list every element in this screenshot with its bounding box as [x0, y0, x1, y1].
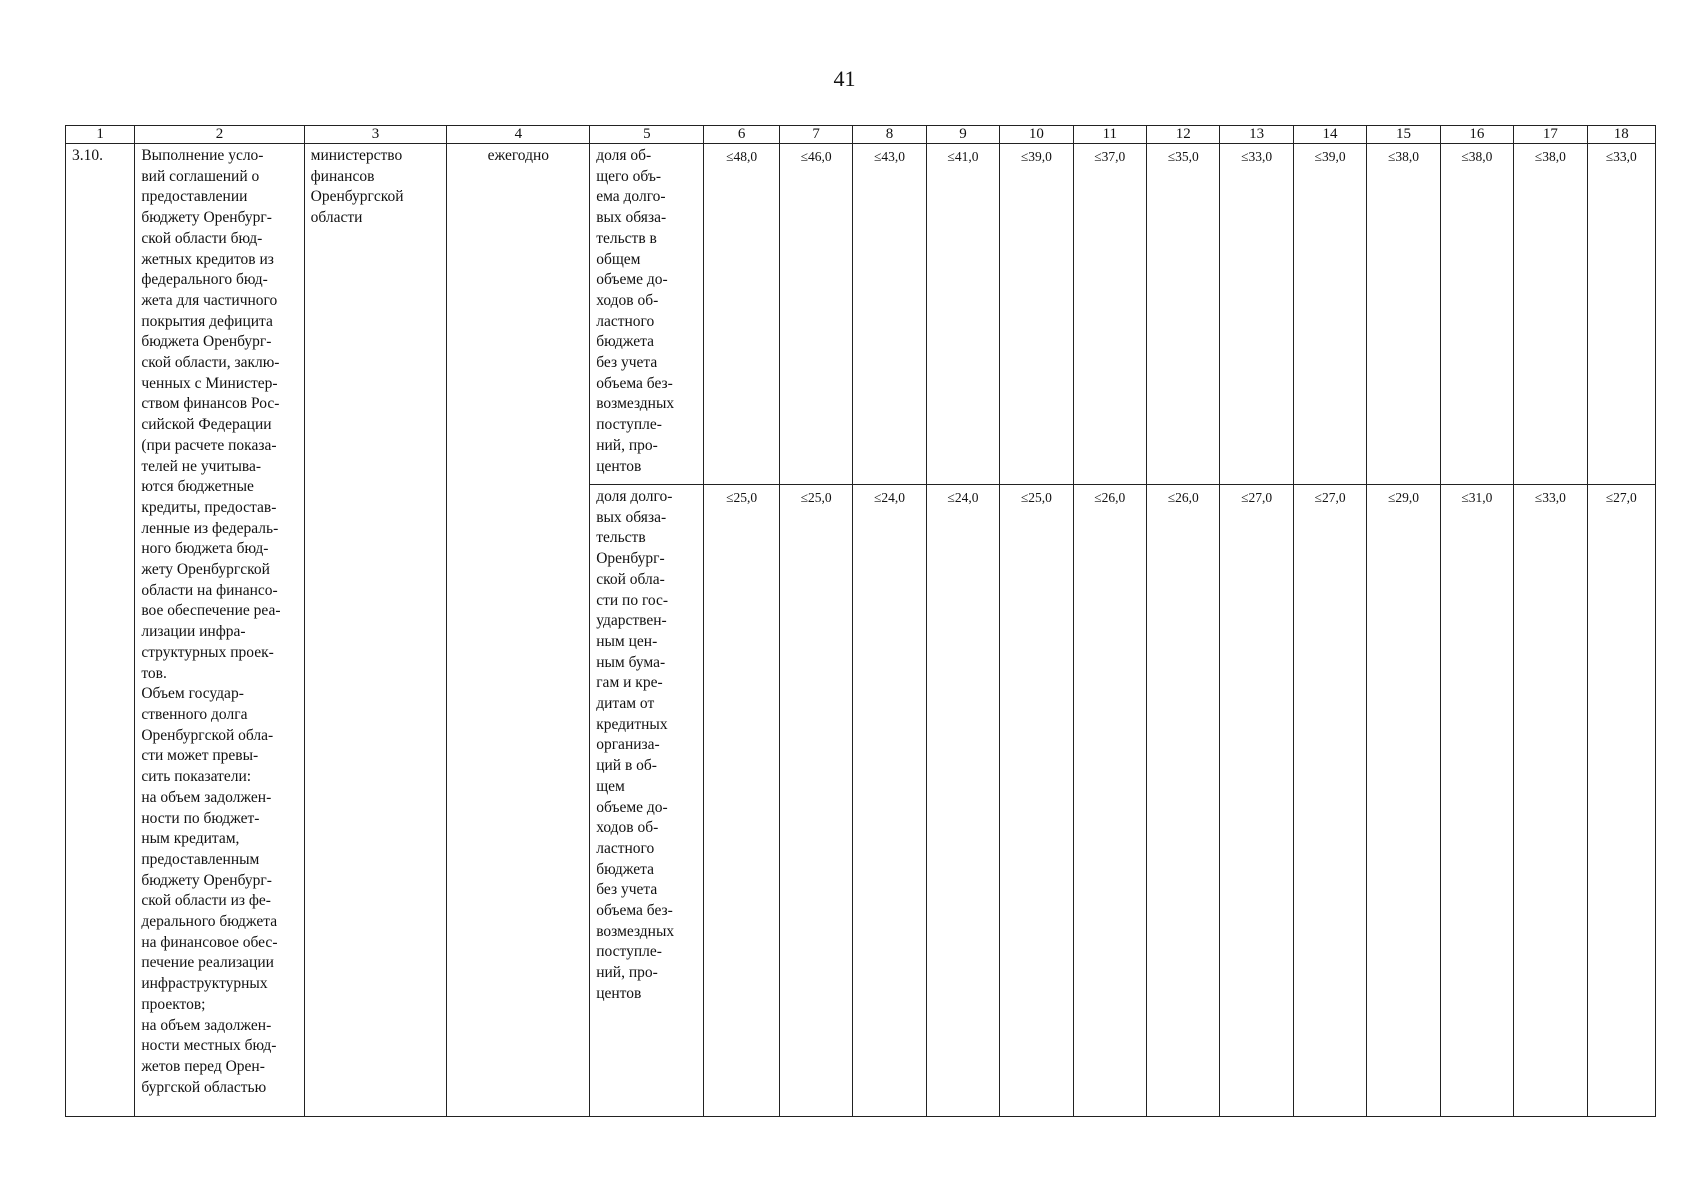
- column-header: 9: [926, 126, 999, 144]
- row-id: 3.10.: [66, 144, 135, 1117]
- indicator-value: ≤25,0: [1000, 485, 1073, 1117]
- measure-description: Выполнение усло- вий соглашений о предоставлении бюджету Оренбург- ской области бюд- жетных кредитов из федерального бюд- жета для частичного покрытия дефицита бюджета Оренбург- ской области, заклю- ченных с Министер- ством финансов Рос- сийской Федерации (при расчете показа- телей не учитыва- ются бюджетные кредиты, предостав- ленные из федераль- ного бюджета бюд- жету Оренбургской области на финансо- вое обеспечение реа- лизации инфра- структурных проек- тов. Объем государ- ственного долга Оренбургской обла- сти может превы- сить показатели: на объем задолжен- ности по бюджет- ным кредитам, предоставленным бюджету Оренбург- ской области из фе- дерального бюджета на финансовое обес- печение реализации инфраструктурных проектов; на объем задолжен- ности местных бюд- жетов перед Орен- бургской областью: [135, 144, 304, 1117]
- indicator-value: ≤33,0: [1587, 144, 1655, 485]
- column-header: 12: [1147, 126, 1220, 144]
- column-header: 10: [1000, 126, 1073, 144]
- indicator-value: ≤27,0: [1587, 485, 1655, 1117]
- indicator-value: ≤41,0: [926, 144, 999, 485]
- indicator-value: ≤27,0: [1220, 485, 1293, 1117]
- column-number-row: [66, 126, 1656, 144]
- indicator-value: ≤29,0: [1367, 485, 1440, 1117]
- column-header: 6: [704, 126, 779, 144]
- indicator-value: ≤39,0: [1000, 144, 1073, 485]
- indicator-value: ≤33,0: [1220, 144, 1293, 485]
- indicator-value: ≤35,0: [1147, 144, 1220, 485]
- indicator-value: ≤38,0: [1367, 144, 1440, 485]
- column-header: 8: [853, 126, 926, 144]
- indicator-table: [65, 125, 1656, 1117]
- column-header: 13: [1220, 126, 1293, 144]
- indicator-value: ≤46,0: [779, 144, 852, 485]
- column-header: 16: [1440, 126, 1513, 144]
- column-header: 4: [447, 126, 590, 144]
- column-header: 7: [779, 126, 852, 144]
- indicator-value: ≤24,0: [926, 485, 999, 1117]
- indicator-value: ≤39,0: [1293, 144, 1366, 485]
- column-header: 17: [1514, 126, 1587, 144]
- indicator-value: ≤27,0: [1293, 485, 1366, 1117]
- indicator-value: ≤38,0: [1514, 144, 1587, 485]
- indicator-value: ≤43,0: [853, 144, 926, 485]
- table-row: [66, 144, 1656, 485]
- indicator-name: доля об- щего объ- ема долго- вых обяза- тельств в общем объеме до- ходов об- ластного бюджета без учета объема без- возмездных поступле- ний, про- центов: [590, 144, 704, 485]
- indicator-value: ≤31,0: [1440, 485, 1513, 1117]
- column-header: 11: [1073, 126, 1146, 144]
- column-header: 5: [590, 126, 704, 144]
- column-header: 14: [1293, 126, 1366, 144]
- indicator-value: ≤24,0: [853, 485, 926, 1117]
- indicator-value: ≤33,0: [1514, 485, 1587, 1117]
- period: ежегодно: [447, 144, 590, 1117]
- page-number: 41: [833, 66, 856, 91]
- indicator-value: ≤38,0: [1440, 144, 1513, 485]
- column-header: 3: [304, 126, 447, 144]
- indicator-value: ≤26,0: [1073, 485, 1146, 1117]
- executor: министерство финансов Оренбургской области: [304, 144, 447, 1117]
- column-header: 18: [1587, 126, 1655, 144]
- indicator-value: ≤48,0: [704, 144, 779, 485]
- column-header: 1: [66, 126, 135, 144]
- indicator-value: ≤25,0: [704, 485, 779, 1117]
- indicator-value: ≤37,0: [1073, 144, 1146, 485]
- indicator-name: доля долго- вых обяза- тельств Оренбург- ской обла- сти по гос- ударствен- ным цен- ным бума- гам и кре- дитам от кредитных организа- ций в об- щем объеме до- ходов об- ластного бюджета без учета объема без- возмездных поступле- ний, про- центов: [590, 485, 704, 1117]
- column-header: 15: [1367, 126, 1440, 144]
- indicator-value: ≤25,0: [779, 485, 852, 1117]
- indicator-value: ≤26,0: [1147, 485, 1220, 1117]
- column-header: 2: [135, 126, 304, 144]
